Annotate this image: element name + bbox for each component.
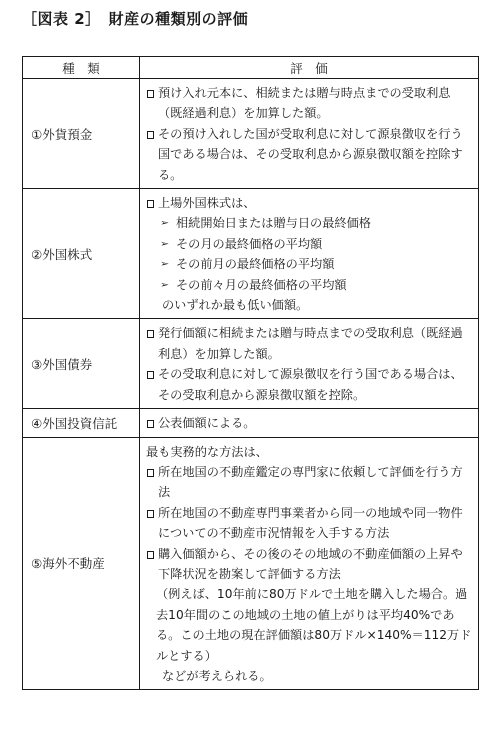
arrow-bullet-icon: ➢: [160, 279, 170, 290]
checkbox-bullet-icon: [147, 131, 154, 139]
checkbox-bullet-icon: [147, 330, 154, 338]
checkbox-bullet-icon: [147, 551, 154, 559]
evaluation-text: 所在地国の不動産専門事業者から同一の地域や同一物件についての不動産市況情報を入手する方法: [158, 505, 463, 541]
evaluation-text: （例えば、10年前に80万ドルで土地を購入した場合。過去10年間のこの地域の土地の値上がりは平均40%である。この土地の現在評価額は80万ドル×140%＝112万ドルとする）: [156, 587, 472, 663]
bullet-item: [146, 503, 474, 544]
table-row: [23, 319, 479, 409]
checkbox-bullet-icon: [147, 469, 154, 477]
evaluation-text: のいずれか最も低い価額。: [162, 298, 309, 313]
table-row: [23, 437, 479, 690]
evaluation-text: その預け入れした国が受取利息に対して源泉徴収を行う国である場合は、その受取利息から源泉徴収額を控除する。: [158, 126, 463, 182]
category-cell: ②外国株式: [23, 189, 140, 319]
evaluation-text: 所在地国の不動産鑑定の専門家に依頼して評価を行う方法: [158, 464, 463, 500]
table-row: [23, 189, 479, 319]
table-header-row: [23, 57, 479, 79]
checkbox-bullet-icon: [147, 371, 154, 379]
evaluation-text: その月の最終価格の平均額: [176, 236, 323, 251]
evaluation-text: その前々月の最終価格の平均額: [176, 277, 347, 292]
evaluation-text: 相続開始日または贈与日の最終価格: [176, 216, 371, 231]
arrow-item: [146, 275, 474, 295]
bullet-item: [146, 462, 474, 503]
bullet-item: [146, 323, 474, 364]
evaluation-text: 上場外国株式は、: [158, 196, 256, 211]
bullet-item: [146, 544, 474, 585]
evaluation-cell: [140, 319, 479, 409]
evaluation-text: などが考えられる。: [162, 668, 272, 683]
arrow-item: [146, 254, 474, 274]
text-line: [146, 442, 474, 462]
category-cell: ①外貨預金: [23, 79, 140, 189]
text-line: [146, 666, 474, 686]
evaluation-text: その前月の最終価格の平均額: [176, 257, 335, 272]
evaluation-cell: [140, 79, 479, 189]
arrow-item: [146, 234, 474, 254]
text-line: [146, 295, 474, 315]
figure-title: ［図表 2］ 財産の種類別の評価: [22, 10, 249, 28]
table-body: [23, 79, 479, 690]
arrow-bullet-icon: ➢: [160, 217, 170, 229]
evaluation-text: 最も実務的な方法は、: [146, 444, 268, 459]
category-cell: ④外国投資信託: [23, 409, 140, 437]
evaluation-cell: [140, 189, 479, 319]
arrow-bullet-icon: ➢: [160, 238, 170, 249]
checkbox-bullet-icon: [147, 200, 154, 208]
evaluation-text: 公表価額による。: [158, 416, 256, 431]
evaluation-text: 購入価額から、その後のその地域の不動産価額の上昇や下降状況を勘案して評価する方法: [158, 546, 463, 581]
bullet-item: [146, 193, 474, 213]
evaluation-text: 発行価額に相続または贈与時点までの受取利息（既経過利息）を加算した額。: [158, 326, 463, 361]
header-type: 種 類: [23, 57, 140, 79]
checkbox-bullet-icon: [147, 90, 154, 98]
text-line: [146, 584, 474, 666]
evaluation-text: 預け入れ元本に、相続または贈与時点までの受取利息（既経過利息）を加算した額。: [158, 86, 451, 121]
category-cell: ③外国債券: [23, 319, 140, 409]
valuation-table: [22, 56, 479, 690]
table-row: [23, 79, 479, 189]
bullet-item: [146, 364, 474, 405]
bullet-item: [146, 124, 474, 185]
bullet-item: [146, 83, 474, 124]
checkbox-bullet-icon: [147, 510, 154, 518]
checkbox-bullet-icon: [147, 420, 154, 428]
arrow-item: [146, 213, 474, 233]
evaluation-text: その受取利息に対して源泉徴収を行う国である場合は、その受取利息から源泉徴収額を控除。: [158, 367, 463, 402]
table-row: [23, 409, 479, 437]
header-evaluation: 評 価: [140, 57, 479, 79]
evaluation-cell: [140, 437, 479, 690]
bullet-item: [146, 413, 474, 433]
arrow-bullet-icon: ➢: [160, 258, 170, 270]
category-cell: ⑤海外不動産: [23, 437, 140, 690]
evaluation-cell: [140, 409, 479, 437]
